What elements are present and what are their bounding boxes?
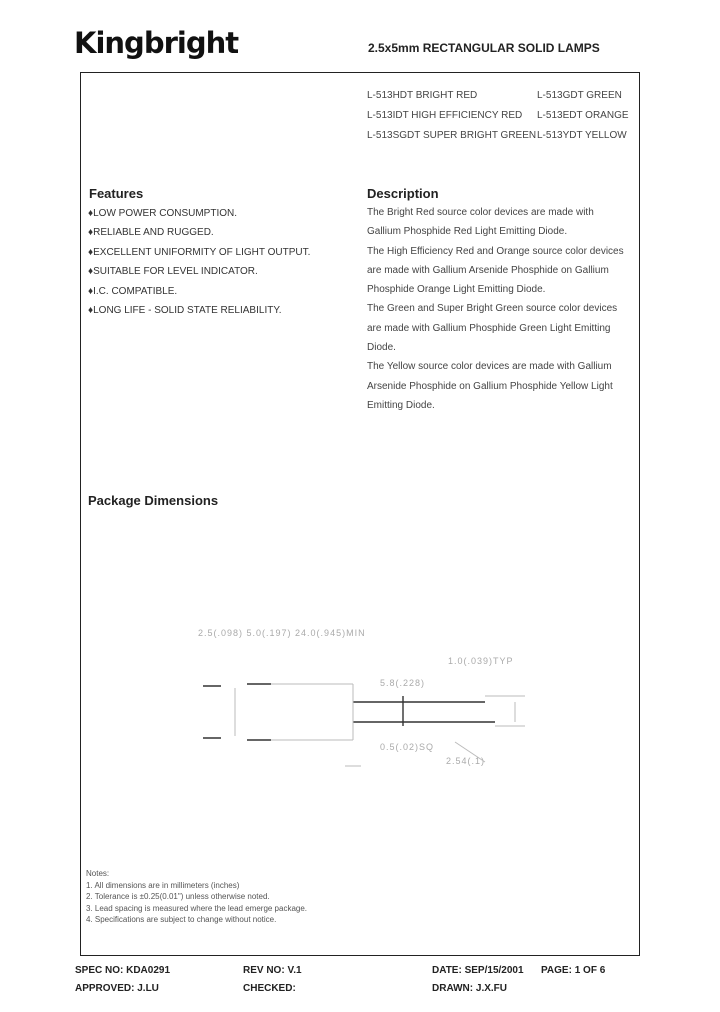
feature-item: ♦RELIABLE AND RUGGED. [88, 227, 214, 239]
description-line: The Green and Super Bright Green source color devices [367, 303, 618, 315]
document-date: DATE: SEP/15/2001 [432, 965, 524, 976]
dimension-label: 1.0(.039)TYP [448, 656, 514, 666]
description-line: The Yellow source color devices are made with Gallium [367, 361, 612, 373]
feature-item: ♦EXCELLENT UNIFORMITY OF LIGHT OUTPUT. [88, 246, 311, 258]
feature-item: ♦SUITABLE FOR LEVEL INDICATOR. [88, 266, 258, 278]
description-line: Gallium Phosphide Red Light Emitting Diode. [367, 226, 568, 238]
note-item: 4. Specifications are subject to change without notice. [86, 915, 277, 925]
part-item: L-513YDT YELLOW [537, 130, 627, 141]
description-line: Diode. [367, 342, 396, 354]
description-line: Arsenide Phosphide on Gallium Phosphide Yellow Light [367, 380, 613, 392]
dimension-label: 2.54(.1) [446, 756, 486, 766]
package-heading: Package Dimensions [88, 493, 219, 508]
document-title: 2.5x5mm RECTANGULAR SOLID LAMPS [368, 41, 600, 55]
footer-left [75, 962, 170, 998]
features-heading: Features [89, 186, 144, 201]
package-drawing [195, 650, 555, 780]
note-item: 1. All dimensions are in millimeters (inches) [86, 880, 240, 890]
footer-middle [243, 962, 302, 998]
footer-date [432, 962, 524, 998]
description-line: are made with Gallium Arsenide Phosphide on Gallium [367, 264, 609, 276]
description-heading: Description [367, 186, 439, 201]
dimension-lines [235, 684, 525, 766]
part-item: L-513EDT ORANGE [537, 110, 629, 121]
part-list-right [537, 86, 629, 146]
description-line: The Bright Red source color devices are made with [367, 207, 594, 218]
note-item: 3. Lead spacing is measured where the lead emerge package. [86, 903, 308, 913]
feature-item: ♦I.C. COMPATIBLE. [88, 285, 178, 297]
page-number: PAGE: 1 OF 6 [541, 965, 606, 976]
feature-item: ♦LONG LIFE - SOLID STATE RELIABILITY. [88, 305, 282, 317]
lamp-outline [203, 684, 495, 740]
drawn-by: DRAWN: J.X.FU [432, 983, 507, 994]
description-line: Emitting Diode. [367, 399, 435, 411]
dimension-label: 5.8(.228) [380, 678, 426, 688]
spec-number: SPEC NO: KDA0291 [75, 965, 171, 976]
notes-section [86, 868, 307, 926]
feature-item: ♦LOW POWER CONSUMPTION. [88, 208, 237, 219]
dimension-label: 2.5(.098) 5.0(.197) 24.0(.945)MIN [198, 628, 366, 638]
part-item: L-513HDT BRIGHT RED [367, 90, 478, 101]
description-line: Phosphide Orange Light Emitting Diode. [367, 284, 546, 296]
description-body [367, 203, 624, 415]
part-list-left [367, 86, 536, 146]
notes-heading: Notes: [86, 869, 110, 878]
features-list [88, 204, 310, 320]
part-item: L-513GDT GREEN [537, 90, 622, 101]
checked-by: CHECKED: [243, 983, 296, 994]
brand-logo: Kingbright [74, 26, 239, 60]
description-line: The High Efficiency Red and Orange source color devices [367, 245, 624, 257]
part-item: L-513IDT HIGH EFFICIENCY RED [367, 110, 523, 121]
dimension-label: 0.5(.02)SQ [380, 742, 435, 752]
note-item: 2. Tolerance is ±0.25(0.01") unless otherwise noted. [86, 892, 270, 902]
approved-by: APPROVED: J.LU [75, 983, 159, 994]
part-item: L-513SGDT SUPER BRIGHT GREEN [367, 130, 537, 141]
revision-number: REV NO: V.1 [243, 965, 302, 976]
description-line: are made with Gallium Phosphide Green Light Emitting [367, 322, 611, 334]
